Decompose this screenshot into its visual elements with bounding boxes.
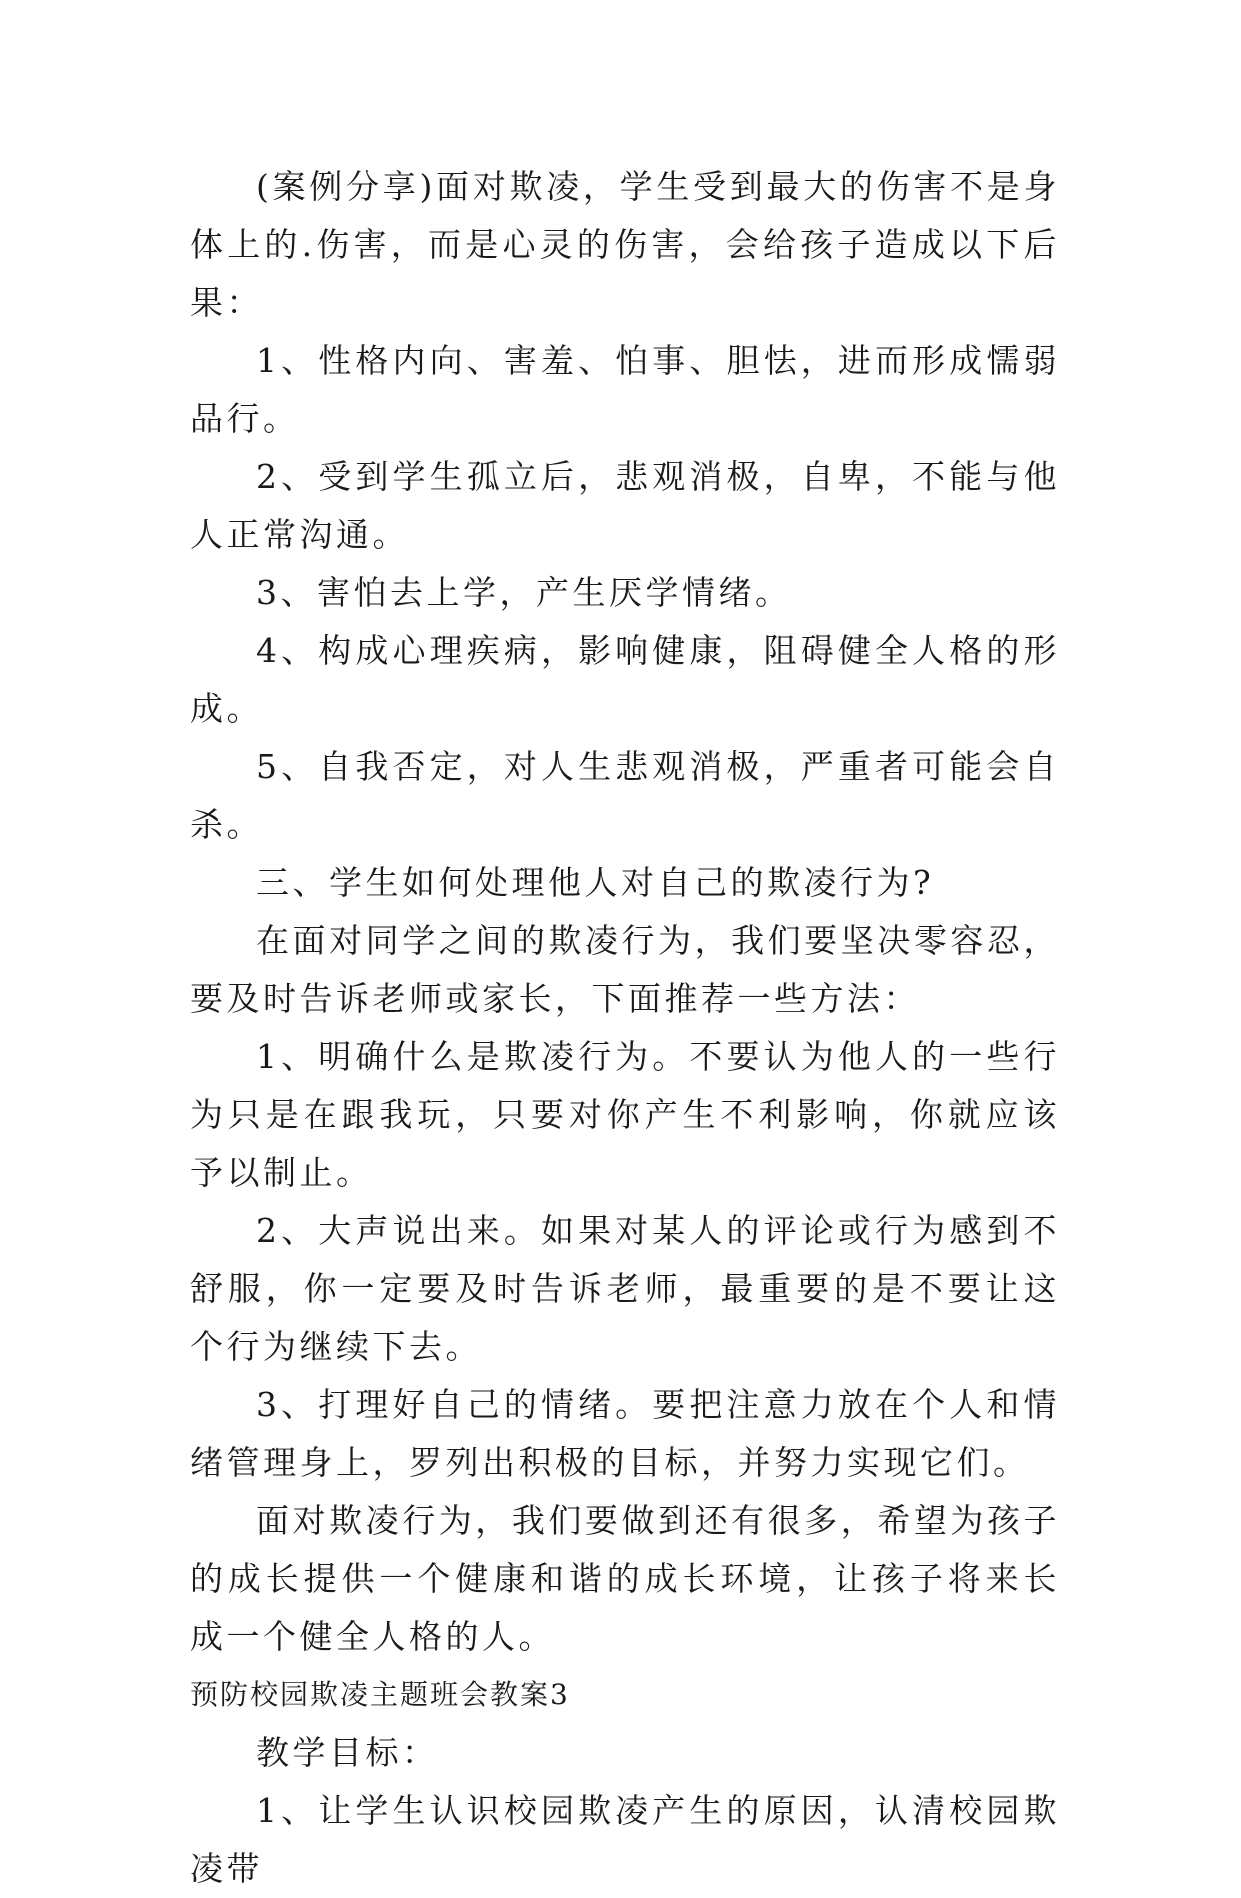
paragraph-method-2: 2、大声说出来。如果对某人的评论或行为感到不舒服，你一定要及时告诉老师，最重要的是不要让这个行为继续下去。 <box>190 1211 1060 1366</box>
paragraph-consequence-1: 1、性格内向、害羞、怕事、胆怯，进而形成懦弱品行。 <box>190 341 1060 438</box>
paragraph-consequence-3: 3、害怕去上学，产生厌学情绪。 <box>256 573 792 612</box>
document-title-3: 预防校园欺凌主题班会教案3 <box>190 1678 570 1711</box>
teaching-goals-label: 教学目标： <box>256 1733 439 1772</box>
teaching-goal-1: 1、让学生认识校园欺凌产生的原因，认清校园欺凌带 <box>190 1791 1060 1888</box>
paragraph-consequence-5: 5、自我否定，对人生悲观消极，严重者可能会自杀。 <box>190 747 1060 844</box>
paragraph-zero-tolerance: 在面对同学之间的欺凌行为，我们要坚决零容忍，要及时告诉老师或家长，下面推荐一些方法： <box>190 921 1060 1018</box>
paragraph-method-1: 1、明确什么是欺凌行为。不要认为他人的一些行为只是在跟我玩，只要对你产生不利影响，你就应该予以制止。 <box>190 1037 1060 1192</box>
paragraph-consequence-4: 4、构成心理疾病，影响健康，阻碍健全人格的形成。 <box>190 631 1060 728</box>
paragraph-consequence-2: 2、受到学生孤立后，悲观消极，自卑，不能与他人正常沟通。 <box>190 457 1060 554</box>
paragraph-conclusion: 面对欺凌行为，我们要做到还有很多，希望为孩子的成长提供一个健康和谐的成长环境，让孩子将来长成一个健全人格的人。 <box>190 1501 1060 1656</box>
section-heading-three: 三、学生如何处理他人对自己的欺凌行为? <box>256 863 935 902</box>
paragraph-method-3: 3、打理好自己的情绪。要把注意力放在个人和情绪管理身上，罗列出积极的目标，并努力实现它们。 <box>190 1385 1060 1482</box>
document-page <box>190 158 1060 1898</box>
paragraph-case-share: (案例分享)面对欺凌，学生受到最大的伤害不是身体上的.伤害，而是心灵的伤害，会给孩子造成以下后果： <box>190 167 1060 322</box>
